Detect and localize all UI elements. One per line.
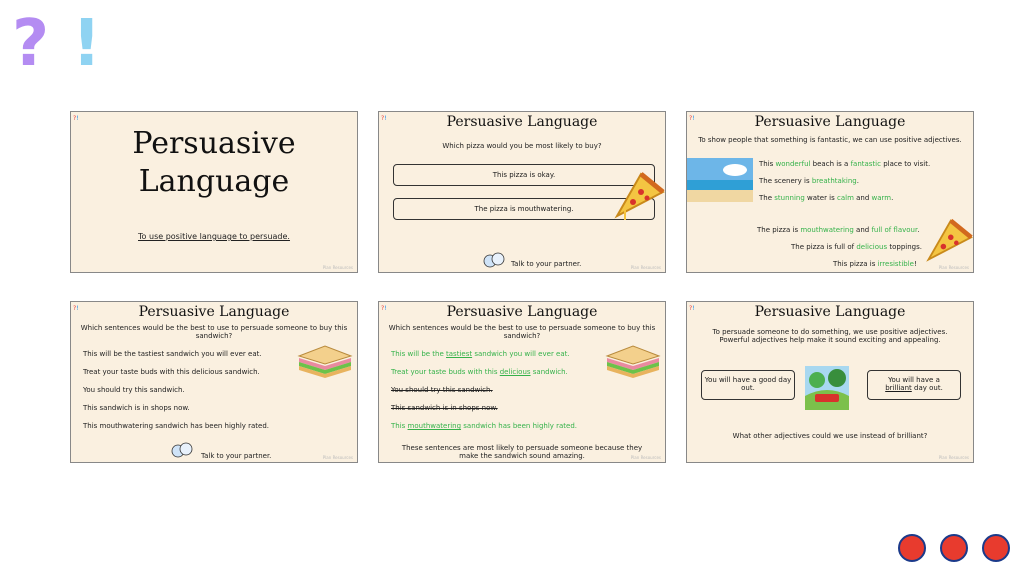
slide-thumbnail-3[interactable]	[686, 111, 974, 273]
slide-title-line1: Persuasive	[132, 126, 296, 161]
beach-sentence-2: The scenery is breathtaking.	[759, 177, 859, 185]
watermark: Plan Resources	[938, 265, 969, 270]
sentence-box-good: You will have a good day out.	[701, 370, 795, 400]
slide-thumbnail-4[interactable]	[70, 301, 358, 463]
mini-logo: ?!	[689, 115, 695, 122]
slide-question: Which pizza would you be most likely to buy?	[442, 142, 602, 150]
pizza-sentence-1: The pizza is mouthwatering and full of flavour.	[757, 226, 920, 234]
watermark: Plan Resources	[938, 455, 969, 460]
slide-title: Persuasive Language	[446, 114, 598, 130]
sentence-1: This will be the tastiest sandwich you will ever eat.	[83, 350, 262, 358]
beach-sentence-3: The stunning water is calm and warm.	[759, 194, 894, 202]
red-dot-icon	[940, 534, 968, 562]
slide-title: Persuasive Language	[754, 114, 906, 130]
question-mark-icon: ?	[12, 7, 50, 81]
slide-title: Persuasive Language	[446, 304, 598, 320]
sentence-1: This will be the tastiest sandwich you will ever eat.	[391, 350, 570, 358]
objective-text: To use positive language to persuade.	[138, 232, 290, 241]
sentence-2: Treat your taste buds with this delicious sandwich.	[391, 368, 568, 376]
pizza-sentence-3: This pizza is irresistible!	[833, 260, 917, 268]
sandwich-icon	[295, 342, 355, 378]
option-text-2: The pizza is mouthwatering.	[474, 205, 574, 213]
mini-logo: ?!	[73, 305, 79, 312]
pizza-sentence-2: The pizza is full of delicious toppings.	[791, 243, 922, 251]
sentence-5: This mouthwatering sandwich has been highly rated.	[83, 422, 270, 430]
red-dot-icon	[898, 534, 926, 562]
mini-logo: ?!	[73, 115, 79, 122]
slide-title-line2: Language	[138, 164, 290, 199]
watermark: Plan Resources	[322, 265, 353, 270]
slide-thumbnail-5[interactable]	[378, 301, 666, 463]
mini-logo: ?!	[689, 305, 695, 312]
logo	[10, 6, 100, 82]
slide-title: Persuasive Language	[754, 304, 906, 320]
exclamation-icon: !	[72, 7, 102, 81]
talk-partner-icon	[171, 442, 193, 460]
talk-to-partner-text: Talk to your partner.	[511, 260, 582, 268]
watermark: Plan Resources	[322, 455, 353, 460]
adjectives-question: What other adjectives could we use instead of brilliant?	[732, 432, 928, 440]
sentence-2: Treat your taste buds with this delicious sandwich.	[83, 368, 260, 376]
sentence-3: You should try this sandwich.	[83, 386, 185, 394]
talk-partner-icon	[483, 252, 505, 270]
sentence-5: This mouthwatering sandwich has been highly rated.	[391, 422, 578, 430]
slide-title: Persuasive Language	[138, 304, 290, 320]
sentence-4: This sandwich is in shops now.	[83, 404, 190, 412]
slide-thumbnail-2[interactable]	[378, 111, 666, 273]
beach-image	[687, 158, 753, 202]
slide-intro: To show people that something is fantastic, we can use positive adjectives.	[698, 136, 962, 144]
pizza-icon	[923, 216, 973, 266]
option-text-1: This pizza is okay.	[492, 171, 556, 179]
slide-question: Which sentences would be the best to use to persuade someone to buy this sandwich?	[80, 324, 348, 340]
mini-logo: ?!	[381, 115, 387, 122]
sentence-3: You should try this sandwich.	[391, 386, 493, 394]
mini-logo: ?!	[381, 305, 387, 312]
slide-question: Which sentences would be the best to use to persuade someone to buy this sandwich?	[388, 324, 656, 340]
theme-park-image	[805, 366, 849, 410]
talk-to-partner-text: Talk to your partner.	[201, 452, 272, 460]
decorative-dots	[898, 534, 1010, 562]
sentence-4: This sandwich is in shops now.	[391, 404, 498, 412]
slide-thumbnail-1[interactable]	[70, 111, 358, 273]
watermark: Plan Resources	[630, 455, 661, 460]
watermark: Plan Resources	[630, 265, 661, 270]
beach-sentence-1: This wonderful beach is a fantastic place to visit.	[759, 160, 931, 168]
pizza-icon	[611, 170, 665, 222]
slide-intro: To persuade someone to do something, we use positive adjectives. Powerful adjectives help make it sound exciting and appealing.	[712, 328, 948, 344]
sentence-box-brilliant: You will have a brilliant day out.	[867, 370, 961, 400]
red-dot-icon	[982, 534, 1010, 562]
conclusion-text: These sentences are most likely to persuade someone because they make the sandwich sound amazing.	[401, 444, 643, 460]
slide-thumbnail-6[interactable]	[686, 301, 974, 463]
sandwich-icon	[603, 342, 663, 378]
